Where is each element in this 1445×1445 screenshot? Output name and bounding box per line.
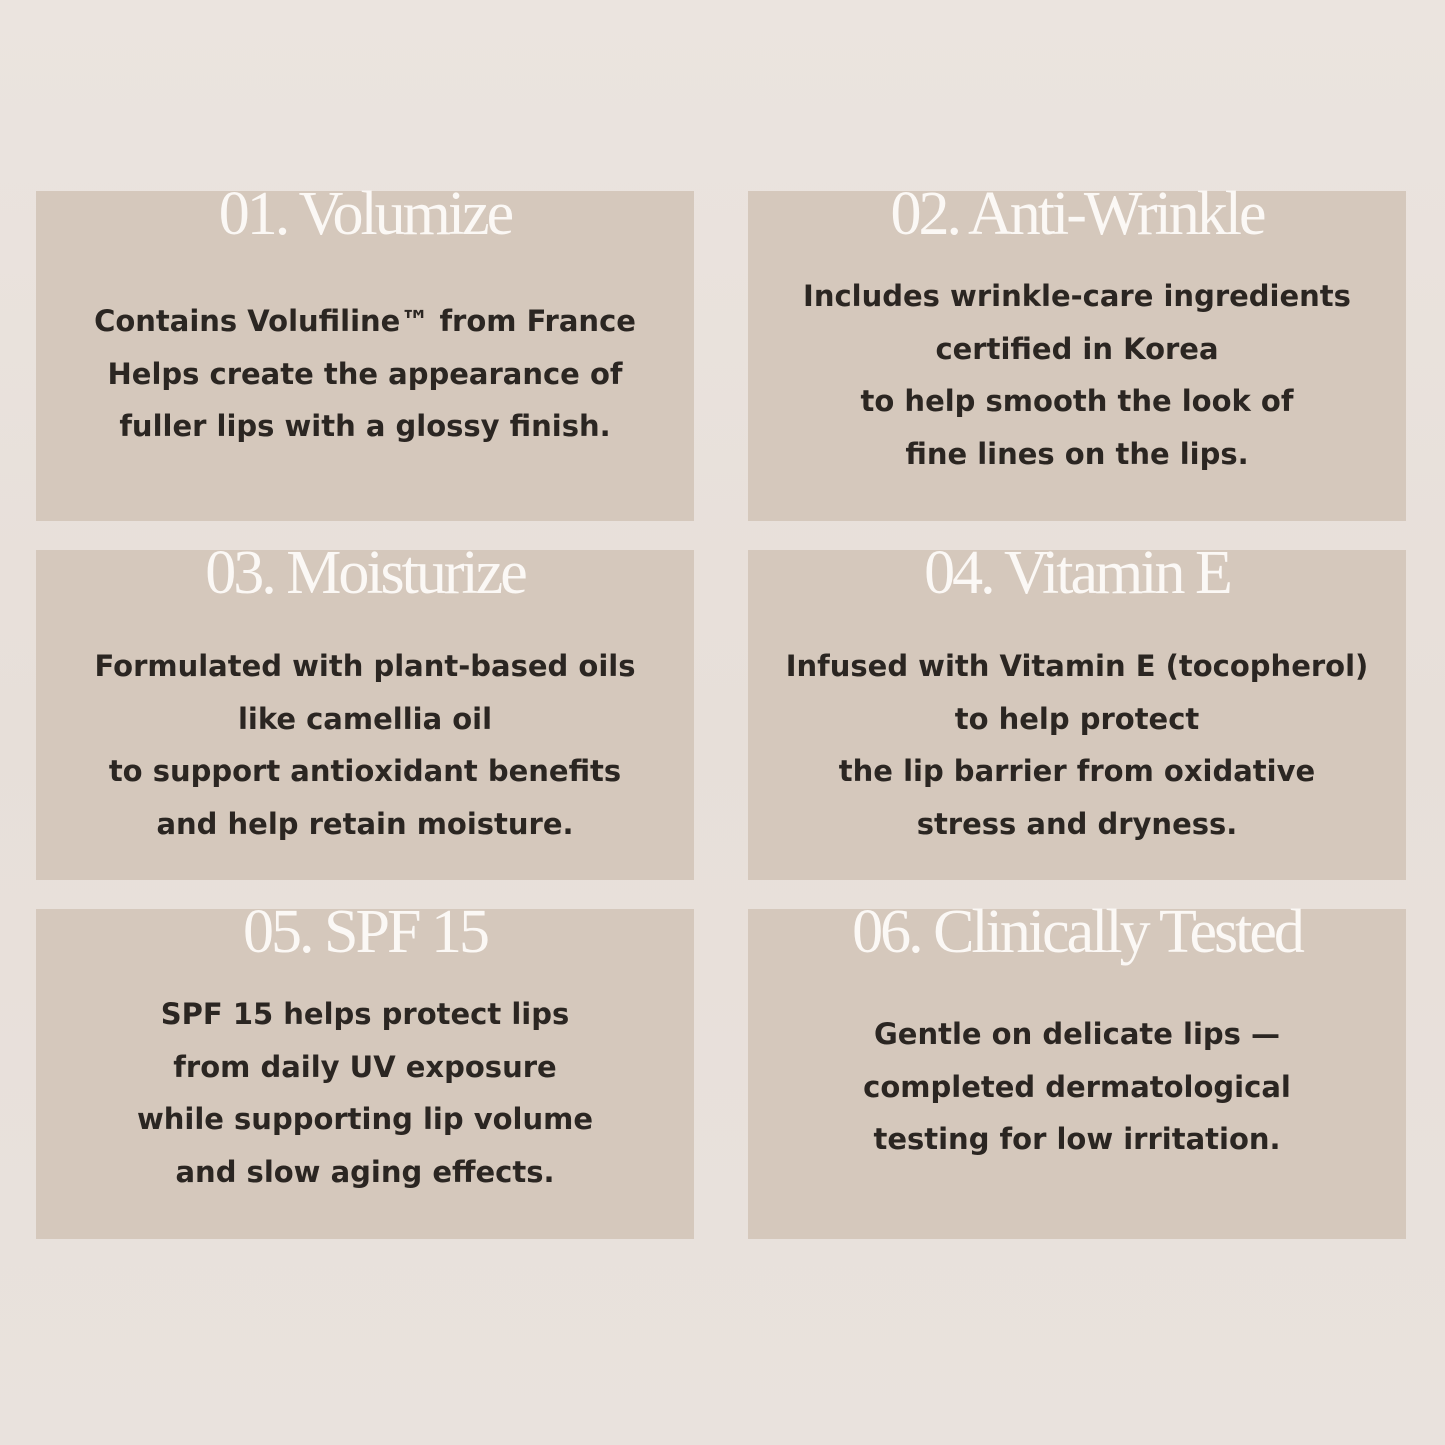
feature-title: 05. SPF 15 xyxy=(243,898,487,966)
feature-description-line: fine lines on the lips. xyxy=(905,437,1249,472)
feature-title: 02. Anti-Wrinkle xyxy=(890,180,1264,248)
feature-title: 03. Moisturize xyxy=(205,539,525,607)
feature-description xyxy=(56,640,674,851)
feature-description-line: fuller lips with a glossy finish. xyxy=(119,409,611,444)
feature-description xyxy=(768,640,1386,851)
feature-description-line: to help smooth the look of xyxy=(860,384,1294,419)
feature-description xyxy=(768,1008,1386,1166)
feature-description-line: Helps create the appearance of xyxy=(107,356,623,391)
feature-card-clinically-tested xyxy=(748,898,1406,1239)
feature-description-line: testing for low irritation. xyxy=(873,1122,1281,1157)
feature-description-line: Infused with Vitamin E (tocopherol) xyxy=(785,649,1369,683)
feature-description-line: to help protect xyxy=(954,701,1200,736)
feature-description-line: completed dermatological xyxy=(863,1069,1291,1104)
feature-description xyxy=(56,295,674,453)
feature-description-line: while supporting lip volume xyxy=(136,1102,594,1137)
feature-title: 06. Clinically Tested xyxy=(852,898,1302,966)
feature-description-line: Contains Volufiline™ from France xyxy=(94,304,636,338)
feature-description-line: stress and dryness. xyxy=(916,807,1238,842)
feature-card-vitamin-e xyxy=(748,539,1406,880)
feature-description-line: the lip barrier from oxidative xyxy=(838,754,1316,789)
feature-title: 01. Volumize xyxy=(218,180,512,248)
feature-description-line: and help retain moisture. xyxy=(156,807,574,842)
feature-description-line: Gentle on delicate lips — xyxy=(873,1017,1281,1051)
feature-description-line: certified in Korea xyxy=(935,331,1219,366)
feature-description-line: and slow aging effects. xyxy=(175,1155,555,1190)
feature-description-line: Formulated with plant-based oils xyxy=(94,649,636,683)
feature-description xyxy=(56,988,674,1199)
feature-title: 04. Vitamin E xyxy=(924,539,1230,607)
feature-card-volumize xyxy=(36,180,694,521)
feature-card-spf xyxy=(36,898,694,1239)
feature-description-line: Includes wrinkle-care ingredients xyxy=(803,279,1351,313)
feature-description-line: to support antioxidant benefits xyxy=(108,754,622,789)
feature-description xyxy=(768,270,1386,481)
feature-card-moisturize xyxy=(36,539,694,880)
feature-description-line: like camellia oil xyxy=(237,701,493,736)
feature-description-line: SPF 15 helps protect lips xyxy=(160,997,570,1031)
feature-card-anti-wrinkle xyxy=(748,180,1406,521)
feature-description-line: from daily UV exposure xyxy=(173,1049,557,1084)
